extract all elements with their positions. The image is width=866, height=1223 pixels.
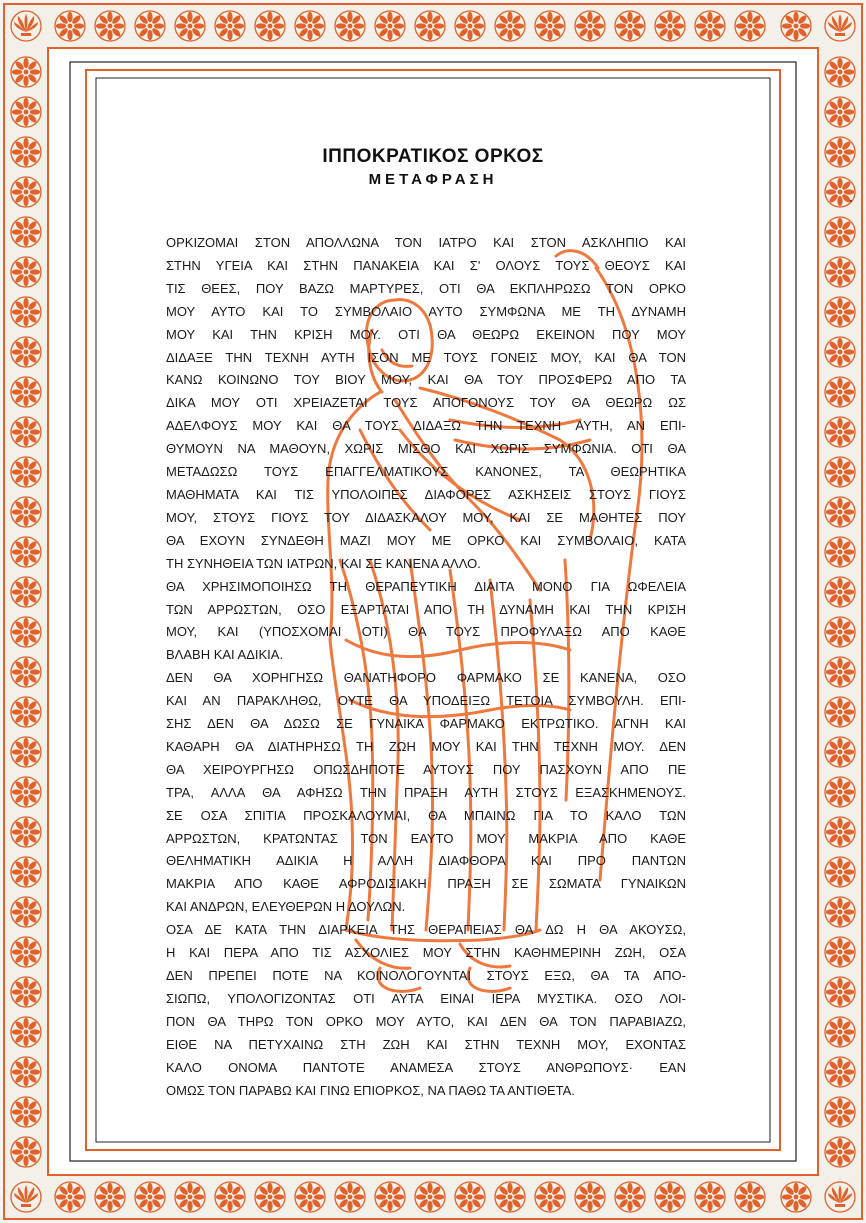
oath-line: ΘΥΜΟΥΝ ΝΑ ΜΑΘΟΥΝ, ΧΩΡΙΣ ΜΙΣΘΟ ΚΑΙ ΧΩΡΙΣ ΣΥΜΦΩΝΙΑ. ΟΤΙ ΘΑ [166, 441, 686, 457]
oath-line: ΚΑΙ ΑΝΔΡΩΝ, ΕΛΕΥΘΕΡΩΝ Η ΔΟΥΛΩΝ. [166, 899, 406, 915]
oath-line: ΘΑ ΧΕΙΡΟΥΡΓΗΣΩ ΟΠΩΣΔΗΠΟΤΕ ΑΥΤΟΥΣ ΠΟΥ ΠΑΣΧΟΥΝ ΑΠΟ ΠΕ [166, 761, 686, 777]
oath-line: ΘΑ ΕΧΟΥΝ ΣΥΝΔΕΘΗ ΜΑΖΙ ΜΟΥ ΜΕ ΟΡΚΟ ΚΑΙ ΣΥΜΒΟΛΑΙΟ, ΚΑΤΑ [166, 532, 686, 548]
oath-line: ΚΑΙ ΑΝ ΠΑΡΑΚΛΗΘΩ, ΟΥΤΕ ΘΑ ΥΠΟΔΕΙΞΩ ΤΕΤΟΙΑ ΣΥΜΒΟΥΛΗ. ΕΠΙ- [166, 693, 686, 709]
oath-line: ΜΟΥ ΚΑΙ ΤΗΝ ΚΡΙΣΗ ΜΟΥ. ΟΤΙ ΘΑ ΘΕΩΡΩ ΕΚΕΙΝΟΝ ΠΟΥ ΜΟΥ [166, 326, 686, 342]
oath-line: ΚΑΘΑΡΗ ΘΑ ΔΙΑΤΗΡΗΣΩ ΤΗ ΖΩΗ ΜΟΥ ΚΑΙ ΤΗΝ ΤΕΧΝΗ ΜΟΥ. ΔΕΝ [166, 738, 686, 754]
oath-line: ΑΡΡΩΣΤΩΝ, ΚΡΑΤΩΝΤΑΣ ΤΟΝ ΕΑΥΤΟ ΜΟΥ ΜΑΚΡΙΑ ΑΠΟ ΚΑΘΕ [166, 830, 686, 846]
oath-line: ΜΑΚΡΙΑ ΑΠΟ ΚΑΘΕ ΑΦΡΟΔΙΣΙΑΚΗ ΠΡΑΞΗ ΣΕ ΣΩΜΑΤΑ ΓΥΝΑΙΚΩΝ [166, 876, 686, 892]
oath-line: ΘΕΛΗΜΑΤΙΚΗ ΑΔΙΚΙΑ Η ΑΛΛΗ ΔΙΑΦΘΟΡΑ ΚΑΙ ΠΡΟ ΠΑΝΤΩΝ [166, 853, 686, 869]
oath-line: ΜΟΥ, ΚΑΙ (ΥΠΟΣΧΟΜΑΙ ΟΤΙ) ΘΑ ΤΟΥΣ ΠΡΟΦΥΛΑΞΩ ΑΠΟ ΚΑΘΕ [166, 624, 686, 640]
oath-line: ΜΟΥ, ΣΤΟΥΣ ΓΙΟΥΣ ΤΟΥ ΔΙΔΑΣΚΑΛΟΥ ΜΟΥ, ΚΑΙ ΣΕ ΜΑΘΗΤΕΣ ΠΟΥ [166, 509, 686, 525]
oath-line: ΣΙΩΠΩ, ΥΠΟΛΟΓΙΖΟΝΤΑΣ ΟΤΙ ΑΥΤΑ ΕΙΝΑΙ ΙΕΡΑ ΜΥΣΤΙΚΑ. ΟΣΟ ΛΟΙ- [166, 990, 686, 1006]
oath-line: ΟΣΑ ΔΕ ΚΑΤΑ ΤΗΝ ΔΙΑΡΚΕΙΑ ΤΗΣ ΘΕΡΑΠΕΙΑΣ ΘΑ ΔΩ Η ΘΑ ΑΚΟΥΣΩ, [166, 922, 686, 938]
oath-line: ΔΙΔΑΞΕ ΤΗΝ ΤΕΧΝΗ ΑΥΤΗ ΙΣΟΝ ΜΕ ΤΟΥΣ ΓΟΝΕΙΣ ΜΟΥ, ΚΑΙ ΘΑ ΤΟΝ [166, 349, 686, 365]
oath-line: ΜΟΥ ΑΥΤΟ ΚΑΙ ΤΟ ΣΥΜΒΟΛΑΙΟ ΑΥΤΟ ΣΥΜΦΩΝΑ ΜΕ ΤΗ ΔΥΝΑΜΗ [166, 303, 686, 319]
oath-line: ΒΛΑΒΗ ΚΑΙ ΑΔΙΚΙΑ. [166, 647, 284, 663]
oath-line: ΣΕ ΟΣΑ ΣΠΙΤΙΑ ΠΡΟΣΚΑΛΟΥΜΑΙ, ΘΑ ΜΠΑΙΝΩ ΓΙΑ ΤΟ ΚΑΛΟ ΤΩΝ [166, 807, 686, 823]
oath-line: ΔΕΝ ΘΑ ΧΟΡΗΓΗΣΩ ΘΑΝΑΤΗΦΟΡΟ ΦΑΡΜΑΚΟ ΣΕ ΚΑΝΕΝΑ, ΟΣΟ [166, 670, 686, 686]
document-title: ΙΠΠΟΚΡΑΤΙΚΟΣ ΟΡΚΟΣ [322, 146, 544, 167]
document-subtitle: ΜΕΤΑΦΡΑΣΗ [368, 171, 498, 188]
oath-line: ΣΤΗΝ ΥΓΕΙΑ ΚΑΙ ΣΤΗΝ ΠΑΝΑΚΕΙΑ ΚΑΙ Σ' ΟΛΟΥΣ ΤΟΥΣ ΘΕΟΥΣ ΚΑΙ [166, 257, 686, 273]
oath-line: ΔΕΝ ΠΡΕΠΕΙ ΠΟΤΕ ΝΑ ΚΟΙΝΟΛΟΓΟΥΝΤΑΙ ΣΤΟΥΣ ΕΞΩ, ΘΑ ΤΑ ΑΠΟ- [166, 968, 686, 983]
speck [850, 200, 852, 202]
oath-line: Η ΚΑΙ ΠΕΡΑ ΑΠΟ ΤΙΣ ΑΣΧΟΛΙΕΣ ΜΟΥ ΣΤΗΝ ΚΑΘΗΜΕΡΙΝΗ ΖΩΗ, ΟΣΑ [166, 945, 686, 961]
oath-line: ΣΗΣ ΔΕΝ ΘΑ ΔΩΣΩ ΣΕ ΓΥΝΑΙΚΑ ΦΑΡΜΑΚΟ ΕΚΤΡΩΤΙΚΟ. ΑΓΝΗ ΚΑΙ [166, 716, 686, 732]
oath-line: ΜΕΤΑΔΩΣΩ ΤΟΥΣ ΕΠΑΓΓΕΛΜΑΤΙΚΟΥΣ ΚΑΝΟΝΕΣ, ΤΑ ΘΕΩΡΗΤΙΚΑ [166, 464, 686, 480]
oath-line: ΠΟΝ ΘΑ ΤΗΡΩ ΤΟΝ ΟΡΚΟ ΜΟΥ ΑΥΤΟ, ΚΑΙ ΔΕΝ ΘΑ ΤΟΝ ΠΑΡΑΒΙΑΖΩ, [166, 1013, 686, 1029]
oath-line: ΑΔΕΛΦΟΥΣ ΜΟΥ ΚΑΙ ΘΑ ΤΟΥΣ ΔΙΔΑΞΩ ΤΗΝ ΤΕΧΝΗ ΑΥΤΗ, ΑΝ ΕΠΙ- [166, 418, 686, 434]
oath-line: ΟΡΚΙΖΟΜΑΙ ΣΤΟΝ ΑΠΟΛΛΩΝΑ ΤΟΝ ΙΑΤΡΟ ΚΑΙ ΣΤΟΝ ΑΣΚΛΗΠΙΟ ΚΑΙ [166, 235, 686, 250]
oath-line: ΚΑΝΩ ΚΟΙΝΩΝΟ ΤΟΥ ΒΙΟΥ ΜΟΥ, ΚΑΙ ΘΑ ΤΟΥ ΠΡΟΣΦΕΡΩ ΑΠΟ ΤΑ [166, 372, 686, 388]
oath-text [166, 232, 686, 1102]
oath-line: ΘΑ ΧΡΗΣΙΜΟΠΟΙΗΣΩ ΤΗ ΘΕΡΑΠΕΥΤΙΚΗ ΔΙΑΙΤΑ ΜΟΝΟ ΓΙΑ ΩΦΕΛΕΙΑ [166, 578, 686, 594]
oath-line: ΤΡΑ, ΑΛΛΑ ΘΑ ΑΦΗΣΩ ΤΗΝ ΠΡΑΞΗ ΑΥΤΗ ΣΤΟΥΣ ΕΞΑΣΚΗΜΕΝΟΥΣ. [166, 784, 686, 800]
oath-line: ΕΙΘΕ ΝΑ ΠΕΤΥΧΑΙΝΩ ΣΤΗ ΖΩΗ ΚΑΙ ΣΤΗΝ ΤΕΧΝΗ ΜΟΥ, ΕΧΟΝΤΑΣ [166, 1036, 686, 1052]
oath-line: ΔΙΚΑ ΜΟΥ ΟΤΙ ΧΡΕΙΑΖΕΤΑΙ ΤΟΥΣ ΑΠΟΓΟΝΟΥΣ ΤΟΥ ΘΑ ΘΕΩΡΩ ΩΣ [166, 395, 686, 411]
oath-line: ΤΙΣ ΘΕΕΣ, ΠΟΥ ΒΑΖΩ ΜΑΡΤΥΡΕΣ, ΟΤΙ ΘΑ ΕΚΠΛΗΡΩΣΩ ΤΟΝ ΟΡΚΟ [166, 280, 686, 296]
oath-line: ΟΜΩΣ ΤΟΝ ΠΑΡΑΒΩ ΚΑΙ ΓΙΝΩ ΕΠΙΟΡΚΟΣ, ΝΑ ΠΑΘΩ ΤΑ ΑΝΤΙΘΕΤΑ. [166, 1082, 575, 1098]
oath-line: ΤΗ ΣΥΝΗΘΕΙΑ ΤΩΝ ΙΑΤΡΩΝ, ΚΑΙ ΣΕ ΚΑΝΕΝΑ ΑΛΛΟ. [166, 555, 481, 571]
oath-line: ΜΑΘΗΜΑΤΑ ΚΑΙ ΤΙΣ ΥΠΟΛΟΙΠΕΣ ΔΙΑΦΟΡΕΣ ΑΣΚΗΣΕΙΣ ΣΤΟΥΣ ΓΙΟΥΣ [166, 486, 686, 502]
oath-line: ΚΑΛΟ ΟΝΟΜΑ ΠΑΝΤΟΤΕ ΑΝΑΜΕΣΑ ΣΤΟΥΣ ΑΝΘΡΩΠΟΥΣ· ΕΑΝ [166, 1059, 686, 1075]
oath-line: ΤΩΝ ΑΡΡΩΣΤΩΝ, ΟΣΟ ΕΞΑΡΤΑΤΑΙ ΑΠΟ ΤΗ ΔΥΝΑΜΗ ΚΑΙ ΤΗΝ ΚΡΙΣΗ [166, 601, 686, 617]
